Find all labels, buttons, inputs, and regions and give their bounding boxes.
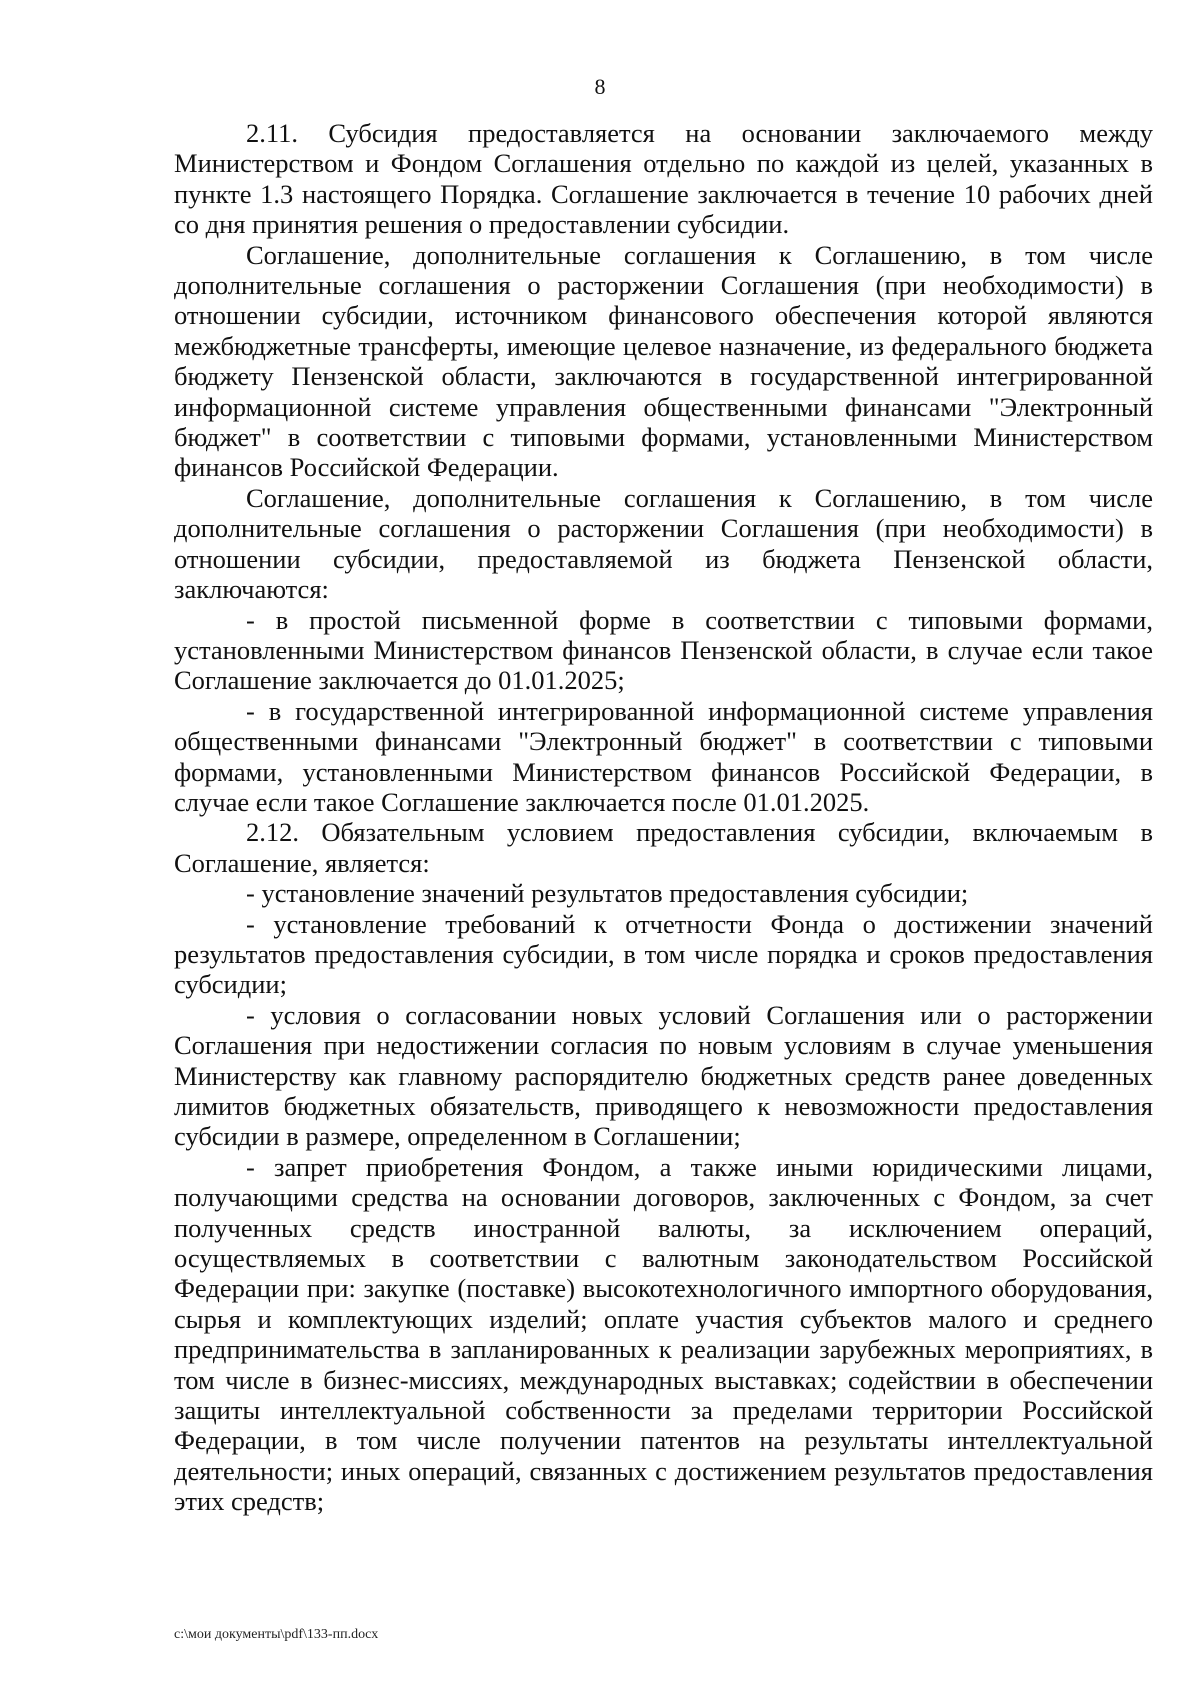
paragraph-2-11: 2.11. Субсидия предоставляется на основании заключаемого между Министерством и Фондом Соглашения отдельно по каждой из целей, указанных в пункте 1.3 настоящего Порядка. Соглашение заключается в течение 10 рабочих дней со дня принятия решения о предоставлении субсидии. [174, 118, 1153, 240]
paragraph-2-12: 2.12. Обязательным условием предоставления субсидии, включаемым в Соглашение, является: [174, 817, 1153, 878]
paragraph-agreement-regional: Соглашение, дополнительные соглашения к Соглашению, в том числе дополнительные соглашения о расторжении Соглашения (при необходимости) в отношении субсидии, предоставляемой из бюджета Пензенской области, заключаются: [174, 482, 1153, 605]
list-item-reporting-requirements: - установление требований к отчетности Фонда о достижении значений результатов предоставления субсидии, в том числе порядка и сроков предоставления субсидии; [174, 908, 1153, 1000]
list-item-currency-prohibition: - запрет приобретения Фондом, а также иными юридическими лицами, получающими средства на основании договоров, заключенных с Фондом, за счет полученных средств иностранной валюты, за исключением операций, осуществляемых в соответствии с валютным законодательством Российской Федерации при: закупке (поставке) высокотехнологичного импортного оборудования, сырья и комплектующих изделий; оплате участия субъектов малого и среднего предпринимательства в запланированных к реализации зарубежных мероприятиях, в том числе в бизнес-миссиях, международных выставках; содействии в обеспечении защиты интеллектуальной собственности за пределами территории Российской Федерации, в том числе получении патентов на результаты интеллектуальной деятельности; иных операций, связанных с достижением результатов предоставления этих средств; [174, 1151, 1153, 1517]
list-item-result-values: - установление значений результатов предоставления субсидии; [246, 878, 969, 909]
list-item-paper-form: - в простой письменной форме в соответствии с типовыми формами, установленными Министерством финансов Пензенской области, в случае если такое Соглашение заключается до 01.01.2025; [174, 604, 1153, 696]
list-item-new-conditions: - условия о согласовании новых условий Соглашения или о расторжении Соглашения при недостижении согласия по новым условиям в случае уменьшения Министерству как главному распорядителю бюджетных средств ранее доведенных лимитов бюджетных обязательств, приводящего к невозможности предоставления субсидии в размере, определенном в Соглашении; [174, 999, 1153, 1152]
document-body [174, 118, 1153, 1517]
footer-file-path: c:\мои документы\pdf\133-пп.docx [174, 1627, 379, 1642]
paragraph-agreement-federal: Соглашение, дополнительные соглашения к Соглашению, в том числе дополнительные соглашения о расторжении Соглашения (при необходимости) в отношении субсидии, источником финансового обеспечения которой являются межбюджетные трансферты, имеющие целевое назначение, из федерального бюджета бюджету Пензенской области, заключаются в государственной интегрированной информационной системе управления общественными финансами "Электронный бюджет" в соответствии с типовыми формами, установленными Министерством финансов Российской Федерации. [174, 239, 1153, 483]
page-number: 8 [594, 74, 606, 99]
list-item-electronic-budget: - в государственной интегрированной информационной системе управления общественными финансами "Электронный бюджет" в соответствии с типовыми формами, установленными Министерством финансов Российской Федерации, в случае если такое Соглашение заключается после 01.01.2025. [174, 695, 1153, 817]
